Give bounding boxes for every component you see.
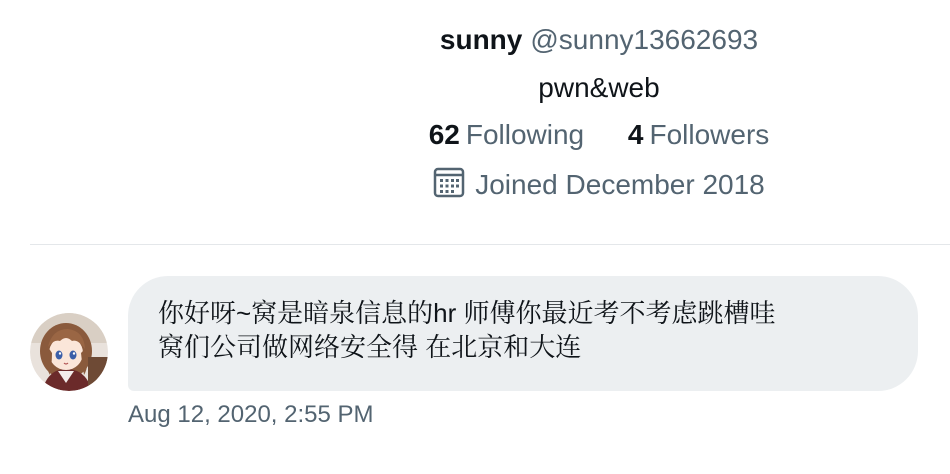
followers-label: Followers <box>649 119 770 150</box>
followers-count: 4 <box>627 119 644 150</box>
joined-text: Joined December 2018 <box>475 169 765 200</box>
message-line-1: 你好呀~窝是暗泉信息的hr 师傅你最近考不考虑跳槽哇 <box>158 298 776 328</box>
profile-bio: pwn&web <box>538 72 660 103</box>
display-name[interactable]: sunny <box>439 24 523 55</box>
message-bubble[interactable] <box>128 276 918 391</box>
calendar-icon <box>433 166 465 207</box>
joined-date <box>0 166 950 207</box>
section-divider <box>30 244 950 245</box>
message-timestamp: Aug 12, 2020, 2:55 PM <box>128 401 374 428</box>
follow-stats <box>0 117 950 153</box>
profile-name-row <box>0 22 950 58</box>
followers-link[interactable] <box>628 117 769 153</box>
user-handle[interactable]: @sunny13662693 <box>530 24 759 55</box>
avatar[interactable] <box>30 313 108 391</box>
following-link[interactable] <box>429 117 584 153</box>
message-line-2: 窝们公司做网络安全得 在北京和大连 <box>158 332 582 362</box>
following-label: Following <box>465 119 585 150</box>
following-count: 62 <box>428 119 460 150</box>
